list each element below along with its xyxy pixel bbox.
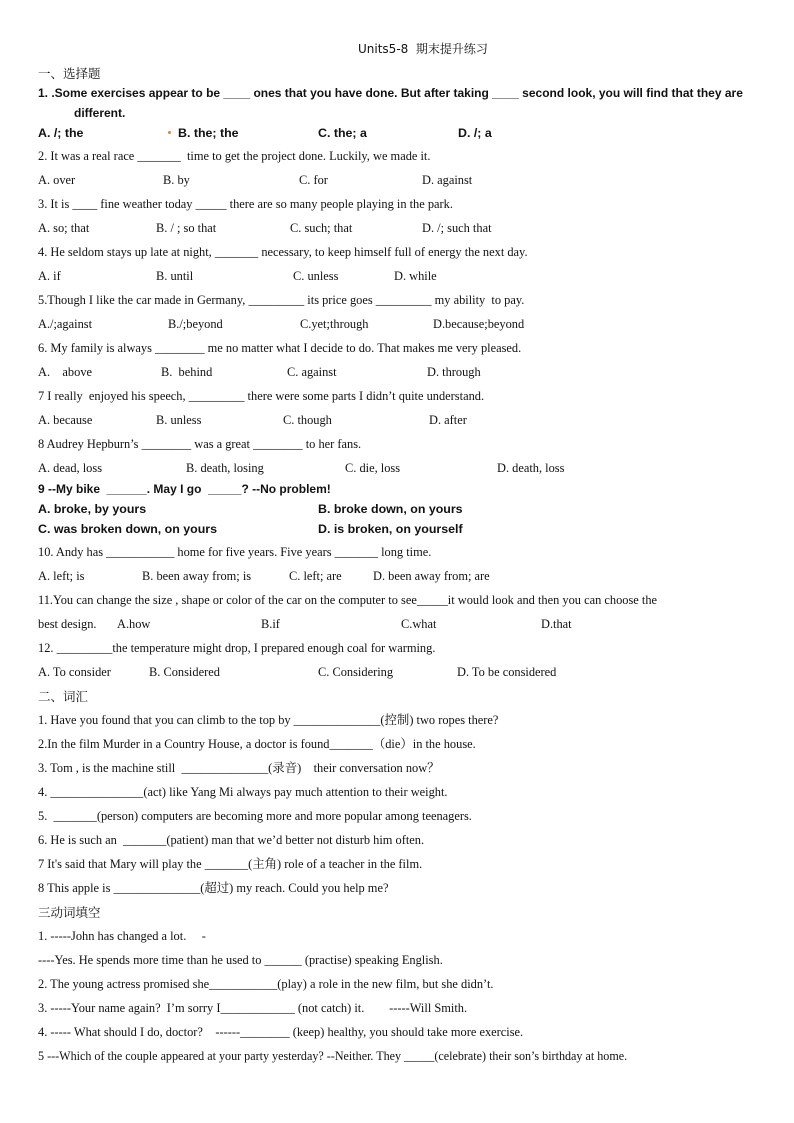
option-d: D. through <box>427 365 481 379</box>
section-heading-verbs: 三动词填空 <box>38 905 101 920</box>
option-a: A. above <box>38 365 93 379</box>
option-b: B. by <box>163 173 190 187</box>
verb-item-2: 2. The young actress promised she___________(play) a role in the new film, but she didn’t. <box>38 977 494 991</box>
vocab-item-8: 8 This apple is ______________(超过) my reach. Could you help me? <box>38 881 389 895</box>
option-a: A. because <box>38 413 93 427</box>
question-9-options-row1 <box>38 502 768 517</box>
bullet-mark <box>168 131 171 134</box>
option-d: D. while <box>394 269 437 283</box>
option-c: C. Considering <box>318 665 394 679</box>
option-b: B. / ; so that <box>156 221 217 235</box>
question-2-stem: 2. It was a real race _______ time to get the project done. Luckily, we made it. <box>38 149 431 163</box>
question-10-options <box>38 569 768 584</box>
question-1-options <box>38 126 768 141</box>
vocab-item-3: 3. Tom , is the machine still ______________(录音) their conversation now？ <box>38 761 440 775</box>
option-a: A. /; the <box>38 126 84 140</box>
option-a: A. so; that <box>38 221 90 235</box>
option-b: B.if <box>261 617 280 631</box>
option-c: C. unless <box>293 269 339 283</box>
question-9-stem: 9 --My bike ______. May I go _____? --No problem! <box>38 482 331 496</box>
option-b: B. behind <box>161 365 213 379</box>
option-c: C. the; a <box>318 126 367 140</box>
option-a: A.how <box>117 617 151 631</box>
question-5-stem: 5.Though I like the car made in Germany, _________ its price goes _________ my ability to pay. <box>38 293 525 307</box>
question-1-stem: 1. .Some exercises appear to be ____ ones that you have done. But after taking ____ second look, you will find that they are <box>38 86 743 100</box>
option-a: A. dead, loss <box>38 461 103 475</box>
option-b: B. unless <box>156 413 202 427</box>
question-12-options <box>38 665 768 680</box>
question-11-stem: 11.You can change the size , shape or color of the car on the computer to see_____it would look and then you can choose the <box>38 593 658 607</box>
option-a: A. left; is <box>38 569 85 583</box>
option-a: A. over <box>38 173 76 187</box>
option-d: D.because;beyond <box>433 317 525 331</box>
vocab-item-1: 1. Have you found that you can climb to the top by ______________(控制) two ropes there? <box>38 713 499 727</box>
option-c: C. though <box>283 413 332 427</box>
option-a: A. broke, by yours <box>38 502 147 516</box>
question-7-options <box>38 413 768 428</box>
question-11-stem-cont: best design. <box>38 617 97 631</box>
option-c: C.yet;through <box>300 317 369 331</box>
option-c: C. for <box>299 173 328 187</box>
option-b: B. the; the <box>178 126 239 140</box>
question-4-options <box>38 269 768 284</box>
option-b: B. until <box>156 269 194 283</box>
option-c: C. against <box>287 365 337 379</box>
option-d: D. /; such that <box>422 221 492 235</box>
vocab-item-7: 7 It's said that Mary will play the _______(主角) role of a teacher in the film. <box>38 857 423 871</box>
question-7-stem: 7 I really enjoyed his speech, _________ there were some parts I didn’t quite understand. <box>38 389 485 403</box>
option-a: A./;against <box>38 317 93 331</box>
question-8-stem: 8 Audrey Hepburn’s ________ was a great ________ to her fans. <box>38 437 362 451</box>
option-a: A. To consider <box>38 665 111 679</box>
option-d: D. is broken, on yourself <box>318 522 463 536</box>
vocab-item-5: 5. _______(person) computers are becoming more and more popular among teenagers. <box>38 809 472 823</box>
question-10-stem: 10. Andy has ___________ home for five years. Five years _______ long time. <box>38 545 432 559</box>
question-5-options <box>38 317 768 332</box>
option-a: A. if <box>38 269 61 283</box>
option-c: C. left; are <box>289 569 342 583</box>
question-3-stem: 3. It is ____ fine weather today _____ there are so many people playing in the park. <box>38 197 453 211</box>
verb-item-1: 1. -----John has changed a lot. - <box>38 929 206 943</box>
option-d: D. To be considered <box>457 665 557 679</box>
question-6-options <box>38 365 768 380</box>
question-2-options <box>38 173 768 188</box>
option-b: B. Considered <box>149 665 220 679</box>
page-title: Units5-8 期末提升练习 <box>358 42 488 56</box>
option-b: B. been away from; is <box>142 569 252 583</box>
option-b: B. broke down, on yours <box>318 502 463 516</box>
verb-item-1-reply: ----Yes. He spends more time than he used to ______ (practise) speaking English. <box>38 953 443 967</box>
question-8-options <box>38 461 768 476</box>
vocab-item-2: 2.In the film Murder in a Country House, a doctor is found_______（die）in the house. <box>38 737 476 751</box>
option-d: D. been away from; are <box>373 569 490 583</box>
question-1-stem-cont: different. <box>74 106 126 120</box>
option-c: C.what <box>401 617 437 631</box>
question-3-options <box>38 221 768 236</box>
option-d: D. death, loss <box>497 461 565 475</box>
verb-item-5: 5 ---Which of the couple appeared at your party yesterday? --Neither. They _____(celebrate) their son’s birthday at home. <box>38 1049 628 1063</box>
question-12-stem: 12. _________the temperature might drop, I prepared enough coal for warming. <box>38 641 436 655</box>
vocab-item-4: 4. _______________(act) like Yang Mi always pay much attention to their weight. <box>38 785 448 799</box>
option-d: D.that <box>541 617 572 631</box>
question-6-stem: 6. My family is always ________ me no matter what I decide to do. That makes me very pleased. <box>38 341 522 355</box>
option-c: C. was broken down, on yours <box>38 522 217 536</box>
section-heading-vocabulary: 二、词汇 <box>38 689 89 704</box>
option-c: C. such; that <box>290 221 353 235</box>
option-d: D. after <box>429 413 467 427</box>
section-heading-choice: 一、选择题 <box>38 66 101 81</box>
option-d: D. against <box>422 173 473 187</box>
option-d: D. /; a <box>458 126 492 140</box>
question-4-stem: 4. He seldom stays up late at night, _______ necessary, to keep himself full of energy the next day. <box>38 245 528 259</box>
verb-item-4: 4. ----- What should I do, doctor? ------________ (keep) healthy, you should take more exercise. <box>38 1025 524 1039</box>
vocab-item-6: 6. He is such an _______(patient) man that we’d better not disturb him often. <box>38 833 425 847</box>
verb-item-3: 3. -----Your name again? I’m sorry I____________ (not catch) it. -----Will Smith. <box>38 1001 468 1015</box>
question-11-options <box>38 617 768 632</box>
question-9-options-row2 <box>38 522 768 537</box>
option-c: C. die, loss <box>345 461 401 475</box>
option-b: B./;beyond <box>168 317 223 331</box>
option-b: B. death, losing <box>186 461 264 475</box>
